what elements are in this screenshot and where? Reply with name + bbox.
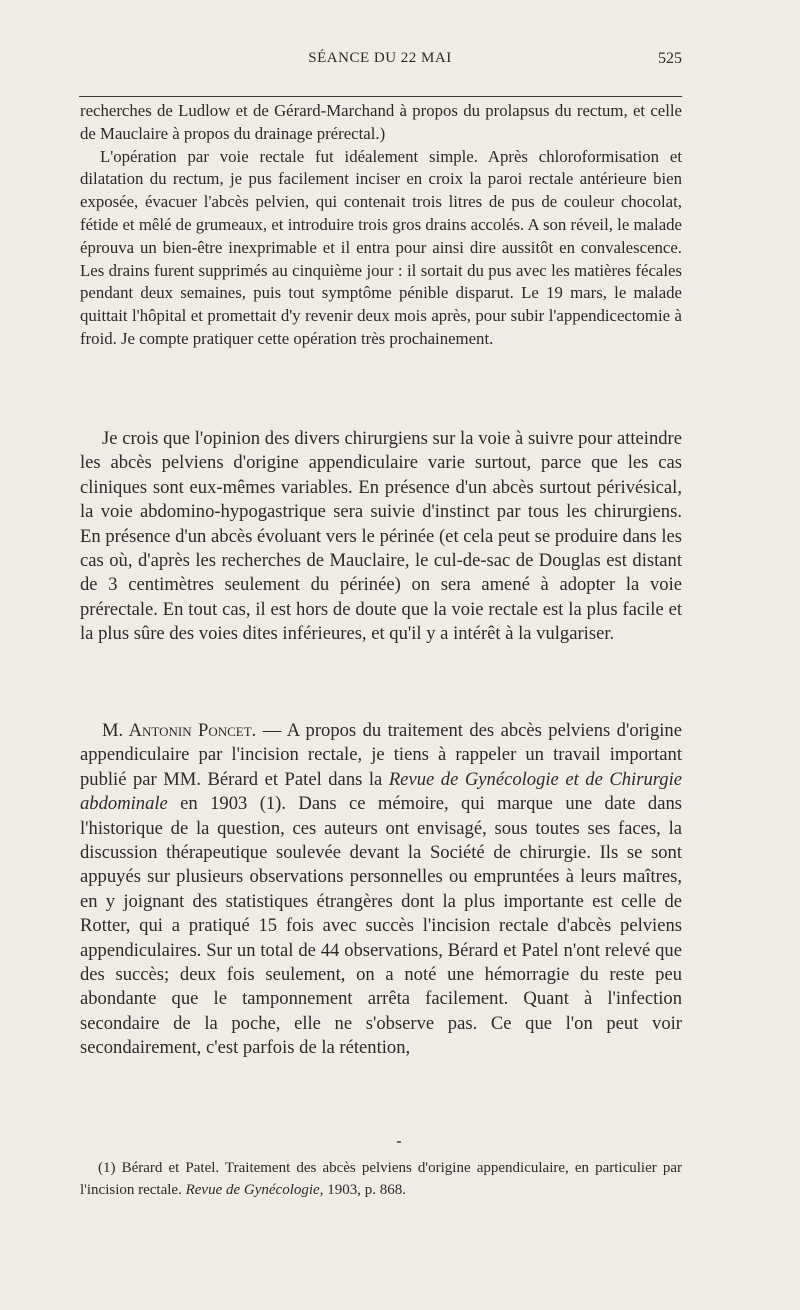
journal-title: Revue de Gynécologie et de Chirurgie abdominale <box>80 768 682 815</box>
footnote <box>80 1157 682 1201</box>
running-header <box>80 50 680 72</box>
speaker-name: M. Antonin Poncet. <box>102 720 257 741</box>
paragraph-poncet <box>80 719 682 1061</box>
paragraph-conclusion: Je crois que l'opinion des divers chirurgiens sur la voie à suivre pour atteindre les abcès pelviens d'origine appendiculaire varie surtout, parce que les cas cliniques sont eux-mêmes variables. En présence d'un abcès surtout périvésical, la voie abdomino-hypogastrique sera suivie d'instinct par tous les chirurgiens. En présence d'un abcès évoluant vers le périnée (et cela peut se produire dans les cas où, d'après les recherches de Mauclaire, le cul-de-sac de Douglas est distant de 3 centimètres seulement du périnée) on sera amené à adopter la voie prérectale. En tout cas, il est hors de doute que la voie rectale est la plus facile et la plus sûre des voies dites inférieures, et qu'il y a intérêt à la vulgariser. <box>80 428 682 645</box>
running-title: SÉANCE DU 22 MAI <box>308 50 452 66</box>
page-number: 525 <box>658 50 682 67</box>
footnote-text: (1) Bérard et Patel. Traitement des abcès pelviens d'origine appendiculaire, en particulier par l'incision rectale. <box>80 1160 682 1198</box>
footnote-journal: Revue de Gynécologie <box>185 1182 320 1198</box>
footnote-separator <box>397 1141 401 1143</box>
footnote-tail: , 1903, p. 868. <box>319 1182 406 1198</box>
poncet-text-1: — A propos du traitement des abcès pelviens d'origine appendiculaire par l'incision rectale, je tiens à rappeler un travail important publié par MM. Bérard et Patel dans la <box>80 720 682 790</box>
paragraph-intro: recherches de Ludlow et de Gérard-Marchand à propos du prolapsus du rectum, et celle de Mauclaire à propos du drainage prérectal.) <box>80 101 682 143</box>
small-text-block <box>80 100 682 351</box>
poncet-text-2: en 1903 (1). Dans ce mémoire, qui marque une date dans l'historique de la question, ces auteurs ont envisagé, sous toutes ses faces, la discussion thérapeutique soulevée devant la Société de chirurgie. Ils se sont appuyés sur plusieurs observations personnelles ou empruntées à leurs maîtres, en y joignant des statistiques étrangères dont la plus importante est celle de Rotter, qui a pratiqué 15 fois avec succès l'incision rectale d'abcès pelviens appendiculaires. Sur un total de 44 observations, Bérard et Patel n'ont relevé que des succès; deux fois seulement, on a noté une hémorragie du reste peu abondante que le tamponnement arrêta facilement. Quant à l'infection secondaire de la poche, elle ne s'observe pas. Ce que l'on peut voir secondairement, c'est parfois de la rétention, <box>80 793 682 1059</box>
paragraph-operation: L'opération par voie rectale fut idéalement simple. Après chloroformisation et dilatation du rectum, je pus facilement inciser en croix la paroi rectale antérieure bien exposée, évacuer l'abcès pelvien, qui contenait trois litres de pus de couleur chocolat, fétide et mêlé de grumeaux, et introduire trois gros drains accolés. A son réveil, le malade éprouva un bien-être inexprimable et il entra pour ainsi dire aussitôt en convalescence. Les drains furent supprimés au cinquième jour : il sortait du pus avec les matières fécales pendant deux semaines, puis tout symptôme pénible disparut. Le 19 mars, le malade quittait l'hôpital et promettait d'y revenir deux mois après, pour subir l'appendicectomie à froid. Je compte pratiquer cette opération très prochainement. <box>80 146 682 348</box>
header-rule <box>79 96 682 97</box>
